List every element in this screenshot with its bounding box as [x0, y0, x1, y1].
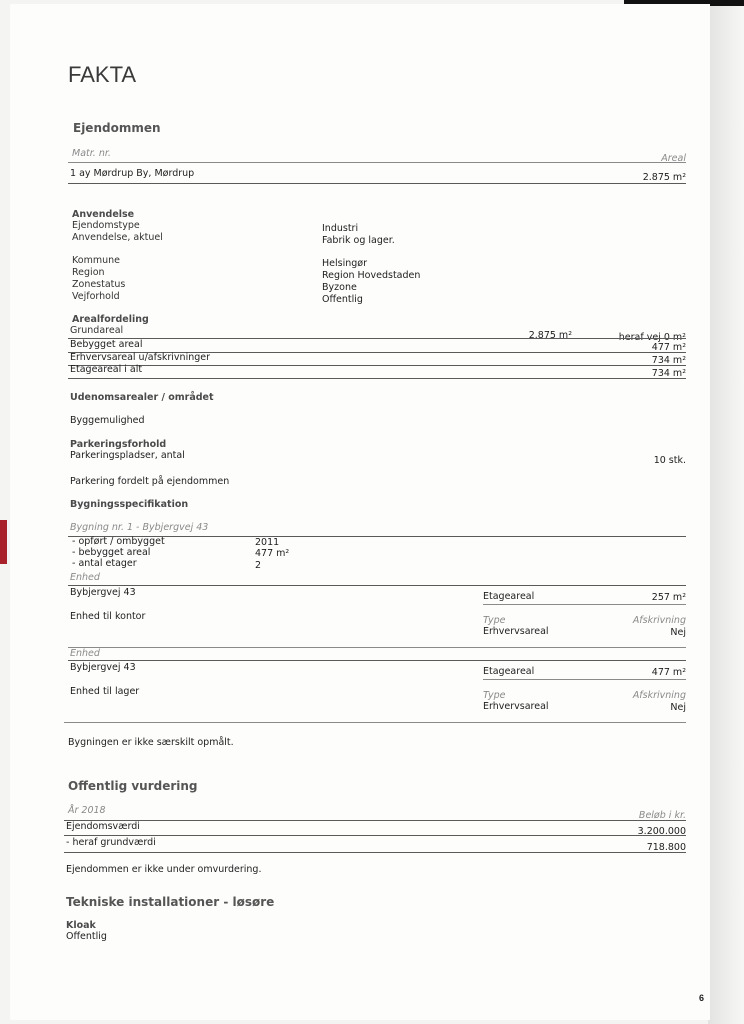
rule [68, 365, 686, 366]
ejendomstype-value: Industri [322, 223, 359, 234]
rule [68, 378, 686, 379]
opfoert-value: 2011 [255, 537, 280, 548]
parkering-heading: Parkeringsforhold [70, 439, 167, 450]
afskrivning-value: Nej [670, 627, 686, 638]
bygning-note: Bygningen er ikke særskilt opmålt. [68, 737, 234, 748]
ejendomstype-label: Ejendomstype [72, 220, 140, 231]
page-title: FAKTA [68, 62, 137, 87]
antal-etager-label: - antal etager [72, 558, 137, 569]
arealfordeling-heading: Arealfordeling [72, 314, 149, 325]
ejendomsvaerdi-label: Ejendomsværdi [66, 821, 140, 832]
enhed-address: Bybjergvej 43 [70, 587, 136, 598]
rule [68, 338, 686, 339]
etageareal-label: Etageareal i alt [70, 364, 143, 375]
rule [483, 679, 686, 680]
page-number: 6 [699, 993, 705, 1003]
vejforhold-value: Offentlig [322, 294, 363, 305]
udenoms-text: Byggemulighed [70, 415, 145, 426]
rule [483, 604, 686, 605]
parkering-value: 10 stk. [653, 455, 686, 466]
anvendelse-value: Fabrik og lager. [322, 235, 395, 246]
rule [64, 835, 686, 836]
grundvaerdi-value: 718.800 [646, 842, 686, 853]
zonestatus-value: Byzone [322, 282, 357, 293]
enhed-etageareal-label: Etageareal [483, 666, 535, 677]
rule [68, 647, 686, 648]
erhvervsareal-label: Erhvervsareal u/afskrivninger [70, 352, 211, 363]
enhed-etageareal-value: 257 m² [651, 592, 686, 603]
afskrivning-value: Nej [670, 702, 686, 713]
afskrivning-header: Afskrivning [632, 690, 686, 701]
kloak-heading: Kloak [66, 920, 96, 931]
grundvaerdi-label: - heraf grundværdi [66, 837, 156, 848]
antal-etager-value: 2 [255, 560, 262, 571]
section-heading-ejendommen: Ejendommen [73, 121, 161, 135]
rule [64, 820, 686, 821]
enhed-desc: Enhed til lager [70, 686, 140, 697]
region-value: Region Hovedstaden [322, 270, 421, 281]
grundareal-note: heraf vej 0 m² [618, 332, 686, 343]
ejendomsvaerdi-value: 3.200.000 [637, 826, 686, 837]
grundareal-label: Grundareal [70, 325, 124, 336]
erhvervsareal-value: 734 m² [651, 355, 686, 366]
bebygget-value: 477 m² [651, 342, 686, 353]
parkering-label: Parkeringspladser, antal [70, 450, 185, 461]
areal-value: 2.875 m² [642, 172, 686, 183]
rule [68, 660, 686, 661]
udenoms-heading: Udenomsarealer / området [70, 392, 214, 403]
enhed-etageareal-value: 477 m² [651, 667, 686, 678]
anvendelse-heading: Anvendelse [72, 209, 135, 220]
enhed-desc: Enhed til kontor [70, 611, 146, 622]
opfoert-label: - opført / ombygget [72, 536, 165, 547]
kommune-value: Helsingør [322, 258, 367, 269]
type-header: Type [483, 690, 506, 701]
etageareal-value: 734 m² [651, 368, 686, 379]
region-label: Region [72, 267, 105, 278]
parkering-text: Parkering fordelt på ejendommen [70, 476, 230, 487]
bygning-sub-header: Bygning nr. 1 - Bybjergvej 43 [70, 522, 209, 533]
afskrivning-header: Afskrivning [632, 615, 686, 626]
enhed-address: Bybjergvej 43 [70, 662, 136, 673]
enhed-header: Enhed [70, 572, 100, 583]
enhed-etageareal-label: Etageareal [483, 591, 535, 602]
bygning-heading: Bygningsspecifikation [70, 499, 189, 510]
page-edge-shadow [708, 0, 744, 1024]
anvendelse-label: Anvendelse, aktuel [72, 232, 163, 243]
vejforhold-label: Vejforhold [72, 291, 120, 302]
rule [68, 585, 686, 586]
binder-tab [0, 520, 7, 564]
rule [64, 852, 686, 853]
vurdering-note: Ejendommen er ikke under omvurdering. [66, 864, 262, 875]
grundareal-value: 2.875 m² [528, 330, 572, 341]
beloeb-header: Beløb i kr. [638, 810, 686, 821]
matr-header: Matr. nr. [72, 148, 111, 159]
rule [64, 722, 686, 723]
bebygget-areal-value: 477 m² [255, 548, 290, 559]
kloak-value: Offentlig [66, 931, 107, 942]
enhed-header: Enhed [70, 648, 100, 659]
aar-header: År 2018 [68, 805, 106, 816]
bebygget-areal-label: - bebygget areal [72, 547, 151, 558]
section-heading-tekniske: Tekniske installationer - løsøre [66, 895, 275, 909]
type-value: Erhvervsareal [483, 626, 549, 637]
bebygget-label: Bebygget areal [70, 339, 143, 350]
section-heading-vurdering: Offentlig vurdering [68, 779, 198, 793]
zonestatus-label: Zonestatus [72, 279, 126, 290]
type-header: Type [483, 615, 506, 626]
areal-header: Areal [661, 153, 686, 164]
rule [68, 183, 686, 184]
rule [68, 162, 686, 163]
type-value: Erhvervsareal [483, 701, 549, 712]
matr-value: 1 ay Mørdrup By, Mørdrup [70, 168, 195, 179]
kommune-label: Kommune [72, 255, 120, 266]
